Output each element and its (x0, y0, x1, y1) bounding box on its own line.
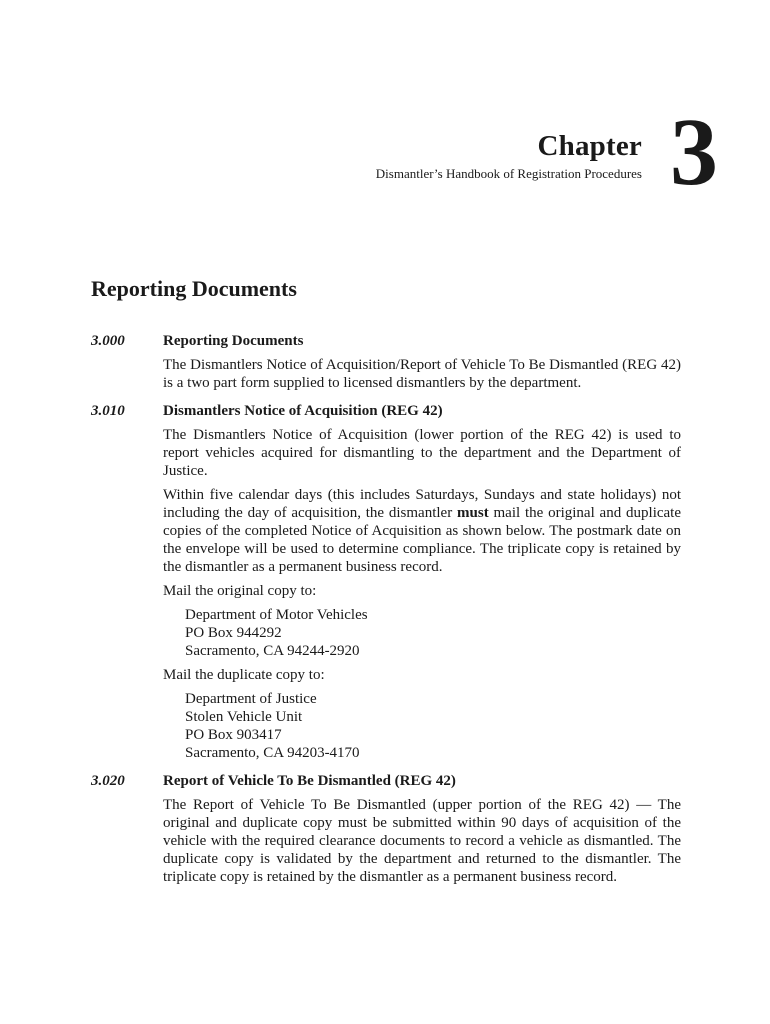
address-line: Sacramento, CA 94203-4170 (185, 745, 360, 761)
chapter-label: Chapter (537, 130, 642, 162)
paragraph-text: Within five calendar days (this includes Saturdays, Sundays and state holidays) not including the day of acquisition, the dismantler (163, 487, 681, 521)
paragraph: The Report of Vehicle To Be Dismantled (upper portion of the REG 42) — The original and duplicate copy must be submitted within 90 days of acquisition of the vehicle with the required clearance documents to record a vehicle as dismantled. The duplicate copy is validated by the department and returned to the dismantler. The triplicate copy is retained by the dismantler as a permanent business record. (163, 797, 681, 885)
section-number: 3.000 (91, 333, 125, 349)
section-title: Dismantlers Notice of Acquisition (REG 42) (163, 403, 443, 419)
mail-duplicate-label: Mail the duplicate copy to: (163, 667, 325, 683)
section-3020 (91, 772, 681, 886)
address-line: PO Box 944292 (185, 625, 282, 641)
mail-original-label: Mail the original copy to: (163, 583, 317, 599)
section-number: 3.020 (91, 773, 125, 789)
paragraph: The Dismantlers Notice of Acquisition (lower portion of the REG 42) is used to report vehicles acquired for dismantling to the department and the Department of Justice. (163, 427, 681, 479)
section-body (163, 332, 681, 392)
document-body (91, 332, 681, 896)
duplicate-address (185, 690, 681, 762)
paragraph (163, 486, 681, 576)
address-line: PO Box 903417 (185, 727, 282, 743)
address-line: Sacramento, CA 94244-2920 (185, 643, 360, 659)
address-line: Department of Justice (185, 691, 317, 707)
page-title: Reporting Documents (91, 276, 297, 301)
chapter-subtitle: Dismantler’s Handbook of Registration Procedures (375, 166, 642, 181)
section-title: Report of Vehicle To Be Dismantled (REG 42) (163, 773, 456, 789)
address-line: Stolen Vehicle Unit (185, 709, 303, 725)
section-3010 (91, 402, 681, 762)
emphasis-text: must (457, 505, 489, 521)
paragraph: The Dismantlers Notice of Acquisition/Report of Vehicle To Be Dismantled (REG 42) is a two part form supplied to licensed dismantlers by the department. (163, 357, 681, 391)
chapter-header (0, 0, 770, 205)
section-body (163, 772, 681, 886)
chapter-number: 3 (670, 98, 718, 205)
original-address (185, 606, 681, 660)
section-3000 (91, 332, 681, 392)
section-number: 3.010 (91, 403, 125, 419)
address-line: Department of Motor Vehicles (185, 607, 368, 623)
section-body (163, 402, 681, 762)
paragraph-text: mail the original and duplicate copies of the completed Notice of Acquisition as shown below. The postmark date on the envelope will be used to determine compliance. The triplicate copy is retained by the dismantler as a permanent business record. (163, 505, 681, 575)
section-title: Reporting Documents (163, 333, 304, 349)
